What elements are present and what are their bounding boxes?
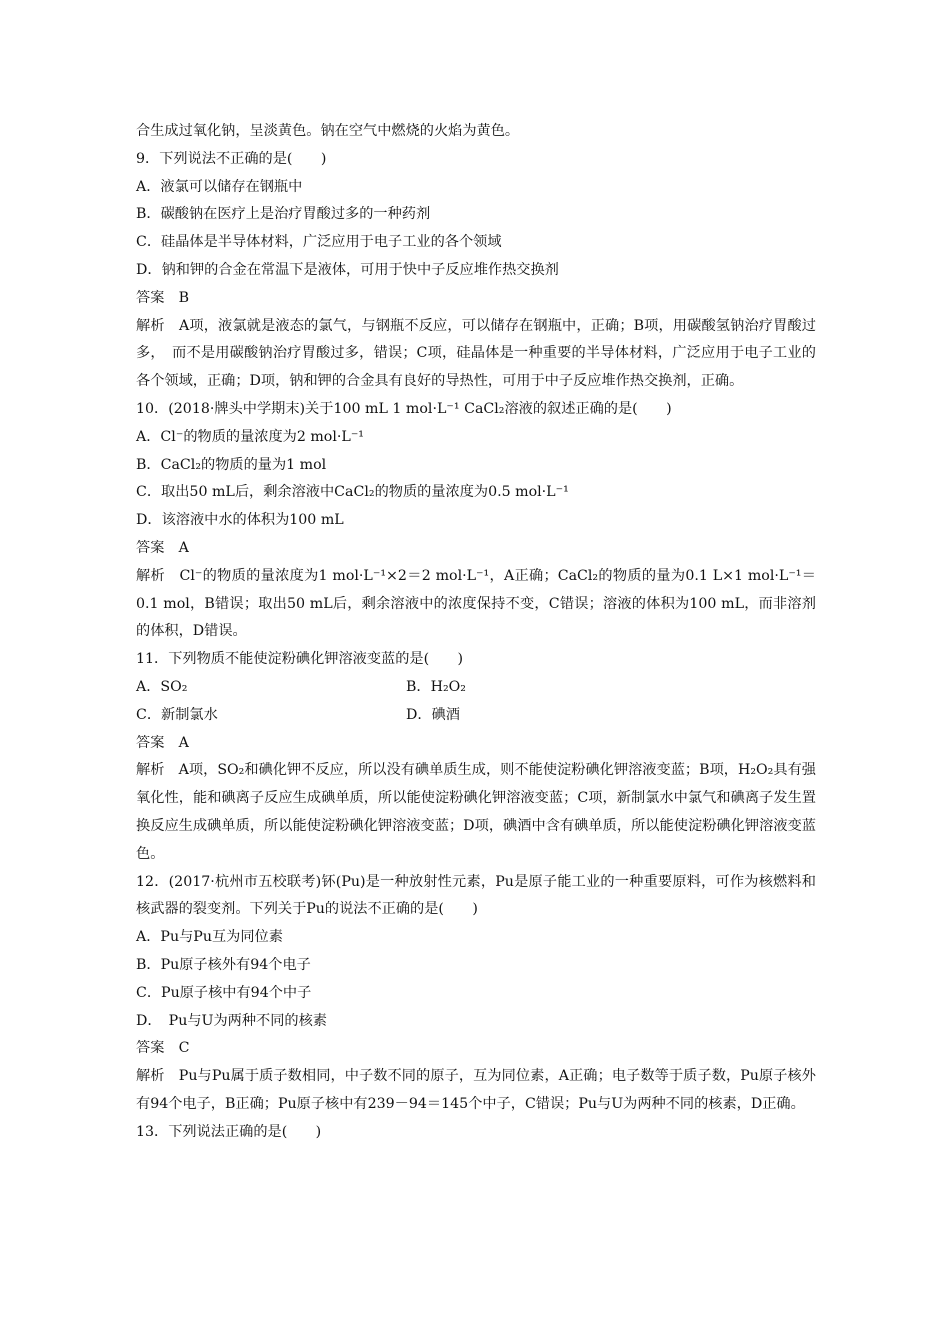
question-12-explanation: 解析 Pu与Pu属于质子数相同，中子数不同的原子，互为同位素，A正确；电子数等于质子数，Pu原子核外有94个电子，B正确；Pu原子核中有239－94＝145个中子，C错误；Pu与U为两种不同的核素，D正确。: [136, 1068, 816, 1112]
question-12-option-a: A．Pu与Pu互为同位素: [136, 929, 283, 946]
question-11-stem: 11．下列物质不能使淀粉碘化钾溶液变蓝的是( ): [136, 651, 464, 668]
question-11-option-d: D．碘酒: [406, 706, 460, 723]
question-10-option-d: D．该溶液中水的体积为100 mL: [136, 512, 344, 529]
question-11-option-c: C．新制氯水: [136, 706, 218, 723]
document-page: [136, 118, 816, 1146]
question-9-stem: 9．下列说法不正确的是( ): [136, 150, 327, 167]
question-9-option-b: B．碳酸钠在医疗上是治疗胃酸过多的一种药剂: [136, 206, 431, 223]
question-12-stem: 12．(2017·杭州市五校联考)钚(Pu)是一种放射性元素，Pu是原子能工业的一种重要原料，可作为核燃料和核武器的裂变剂。下列关于Pu的说法不正确的是( ): [136, 873, 816, 918]
question-9-option-c: C．硅晶体是半导体材料，广泛应用于电子工业的各个领域: [136, 234, 502, 251]
question-10-explanation: 解析 Cl⁻的物质的量浓度为1 mol·L⁻¹×2＝2 mol·L⁻¹，A正确；CaCl₂的物质的量为0.1 L×1 mol·L⁻¹＝0.1 mol，B错误；取出50 mL后，剩余溶液中的浓度保持不变，C错误；溶液的体积为100 mL，而非溶剂的体积，D错误。: [136, 567, 816, 640]
question-12-option-c: C．Pu原子核中有94个中子: [136, 984, 312, 1001]
question-10-stem: 10．(2018·牌头中学期末)关于100 mL 1 mol·L⁻¹ CaCl₂溶液的叙述正确的是( ): [136, 400, 672, 417]
question-9-option-d: D．钠和钾的合金在常温下是液体，可用于快中子反应堆作热交换剂: [136, 261, 559, 278]
question-12-option-b: B．Pu原子核外有94个电子: [136, 956, 311, 973]
question-11-options-row-1: [136, 674, 816, 702]
question-11-option-a: A．SO₂: [136, 678, 188, 695]
text-line: 合生成过氧化钠，呈淡黄色。钠在空气中燃烧的火焰为黄色。: [136, 123, 520, 139]
question-11-option-b: B．H₂O₂: [406, 678, 466, 695]
question-11-explanation: 解析 A项，SO₂和碘化钾不反应，所以没有碘单质生成，则不能使淀粉碘化钾溶液变蓝；B项，H₂O₂具有强氧化性，能和碘离子反应生成碘单质，所以能使淀粉碘化钾溶液变蓝；C项，新制氯水中氯气和碘离子发生置换反应生成碘单质，所以能使淀粉碘化钾溶液变蓝；D项，碘酒中含有碘单质，所以能使淀粉碘化钾溶液变蓝色。: [136, 762, 816, 862]
question-10-option-a: A．Cl⁻的物质的量浓度为2 mol·L⁻¹: [136, 428, 364, 445]
question-11-answer: 答案 A: [136, 734, 189, 751]
question-12-answer: 答案 C: [136, 1040, 190, 1057]
question-9-option-a: A．液氯可以储存在钢瓶中: [136, 178, 303, 195]
question-13-stem: 13．下列说法正确的是( ): [136, 1123, 322, 1140]
question-10-option-c: C．取出50 mL后，剩余溶液中CaCl₂的物质的量浓度为0.5 mol·L⁻¹: [136, 484, 569, 501]
question-10-answer: 答案 A: [136, 539, 189, 556]
question-11-options-row-2: [136, 702, 816, 730]
question-9-answer: 答案 B: [136, 289, 189, 306]
question-10-option-b: B．CaCl₂的物质的量为1 mol: [136, 456, 327, 473]
question-9-explanation: 解析 A项，液氯就是液态的氯气，与钢瓶不反应，可以储存在钢瓶中，正确；B项，用碳酸氢钠治疗胃酸过多， 而不是用碳酸钠治疗胃酸过多，错误；C项，硅晶体是一种重要的半导体材料，广泛应用于电子工业的各个领域，正确；D项，钠和钾的合金具有良好的导热性，可用于中子反应堆作热交换剂，正确。: [136, 317, 816, 390]
question-12-option-d: D． Pu与U为两种不同的核素: [136, 1012, 327, 1029]
